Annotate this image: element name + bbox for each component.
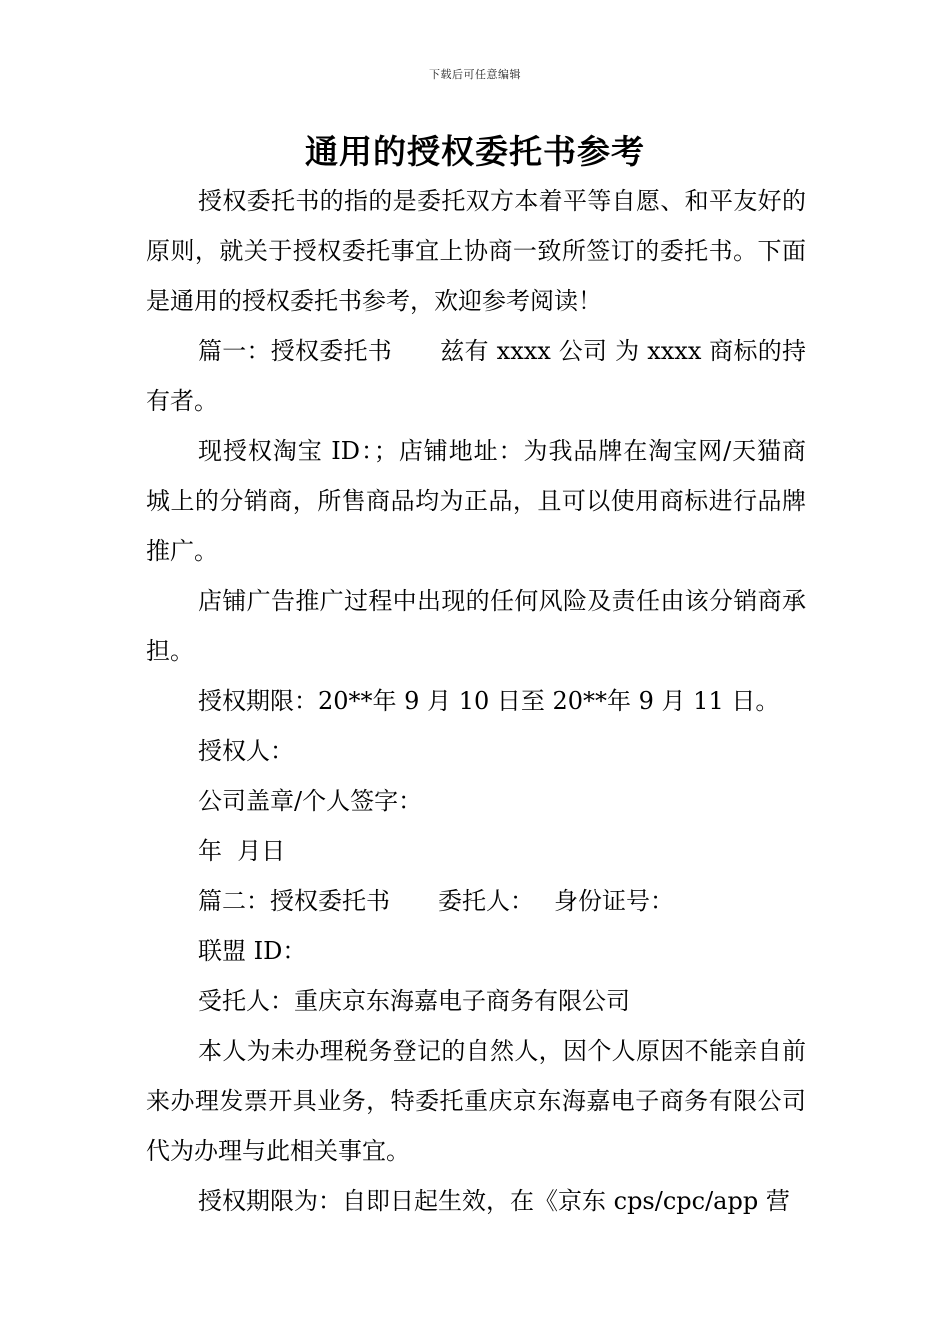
grantor-line: 授权人： bbox=[198, 737, 294, 765]
section-two-heading: 篇二：授权委托书 bbox=[198, 887, 390, 915]
seal-signature-line: 公司盖章/个人签字： bbox=[198, 787, 423, 815]
header-note: 下载后可任意编辑 bbox=[429, 68, 521, 81]
id-number-label: 身份证号： bbox=[554, 887, 674, 915]
liability-paragraph: 店铺广告推广过程中出现的任何风险及责任由该分销商承担。 bbox=[146, 587, 806, 665]
client-label: 委托人： bbox=[438, 887, 534, 915]
page-title: 通用的授权委托书参考 bbox=[305, 132, 645, 171]
statement-paragraph: 本人为未办理税务登记的自然人，因个人原因不能亲自前来办理发票开具业务，特委托重庆京东海嘉电子商务有限公司代为办理与此相关事宜。 bbox=[146, 1037, 806, 1165]
intro-paragraph: 授权委托书的指的是委托双方本着平等自愿、和平友好的原则，就关于授权委托事宜上协商一致所签订的委托书。下面是通用的授权委托书参考，欢迎参考阅读！ bbox=[146, 187, 806, 315]
trustee-line: 受托人：重庆京东海嘉电子商务有限公司 bbox=[198, 987, 630, 1015]
section-two-paragraph bbox=[146, 876, 806, 926]
alliance-id-line: 联盟 ID： bbox=[198, 937, 307, 965]
section-one-paragraph bbox=[146, 326, 806, 426]
term-paragraph: 授权期限：20**年 9 月 10 日至 20**年 9 月 11 日。 bbox=[198, 687, 780, 715]
section-one-text: 兹有 xxxx 公司 为 xxxx 商标的持有者。 bbox=[146, 337, 806, 415]
date-line: 年 月日 bbox=[198, 837, 286, 865]
authorization-paragraph: 现授权淘宝 ID：；店铺地址：为我品牌在淘宝网/天猫商城上的分销商，所售商品均为正品，且可以使用商标进行品牌推广。 bbox=[146, 437, 806, 565]
document-body bbox=[146, 176, 806, 1226]
section-one-heading: 篇一：授权委托书 bbox=[198, 337, 393, 365]
validity-paragraph: 授权期限为：自即日起生效，在《京东 cps/cpc/app 营 bbox=[198, 1187, 790, 1215]
